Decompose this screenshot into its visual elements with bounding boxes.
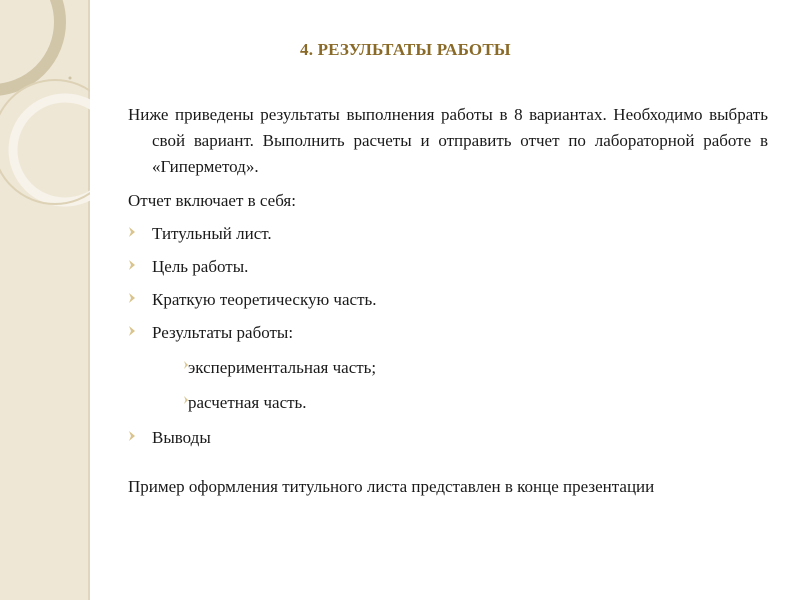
list-item: [128, 287, 768, 313]
sub-list-item: [128, 355, 768, 381]
slide-content: [128, 102, 768, 508]
decorative-arc-top: [0, 0, 60, 90]
list-item: [128, 254, 768, 280]
decorative-ring-light: [13, 98, 90, 202]
sub-bullet-icon: [183, 361, 189, 369]
decorative-circles-graphic: [0, 0, 90, 600]
list-item-label: Результаты работы:: [152, 323, 294, 342]
bullet-icon: [128, 293, 136, 303]
sub-bullet-icon: [183, 396, 189, 404]
bullet-icon: [128, 227, 136, 237]
sub-list-item-label: расчетная часть.: [188, 393, 307, 412]
sub-list-item: [128, 390, 768, 416]
sub-list-item-label: экспериментальная часть;: [188, 358, 377, 377]
list-item-label: Выводы: [152, 428, 211, 447]
list-item-label: Титульный лист.: [152, 224, 272, 243]
report-intro: Отчет включает в себя:: [128, 191, 296, 210]
list-item: [128, 425, 768, 451]
footer-note: Пример оформления титульного листа представлен в конце презентации: [128, 477, 655, 496]
decorative-side-band: [0, 0, 90, 600]
bullet-icon: [128, 326, 136, 336]
slide-title: 4. РЕЗУЛЬТАТЫ РАБОТЫ: [300, 40, 511, 59]
bullet-icon: [128, 260, 136, 270]
list-item-label: Краткую теоретическую часть.: [152, 290, 377, 309]
intro-paragraph: Ниже приведены результаты выполнения работы в 8 вариантах. Необходимо выбрать свой вариант. Выполнить расчеты и отправить отчет по лабораторной работе в «Гиперметод».: [128, 105, 768, 176]
bullet-icon: [128, 431, 136, 441]
list-item: [128, 320, 768, 346]
list-item-label: Цель работы.: [152, 257, 249, 276]
decorative-dot: [69, 77, 72, 80]
list-item: [128, 221, 768, 247]
